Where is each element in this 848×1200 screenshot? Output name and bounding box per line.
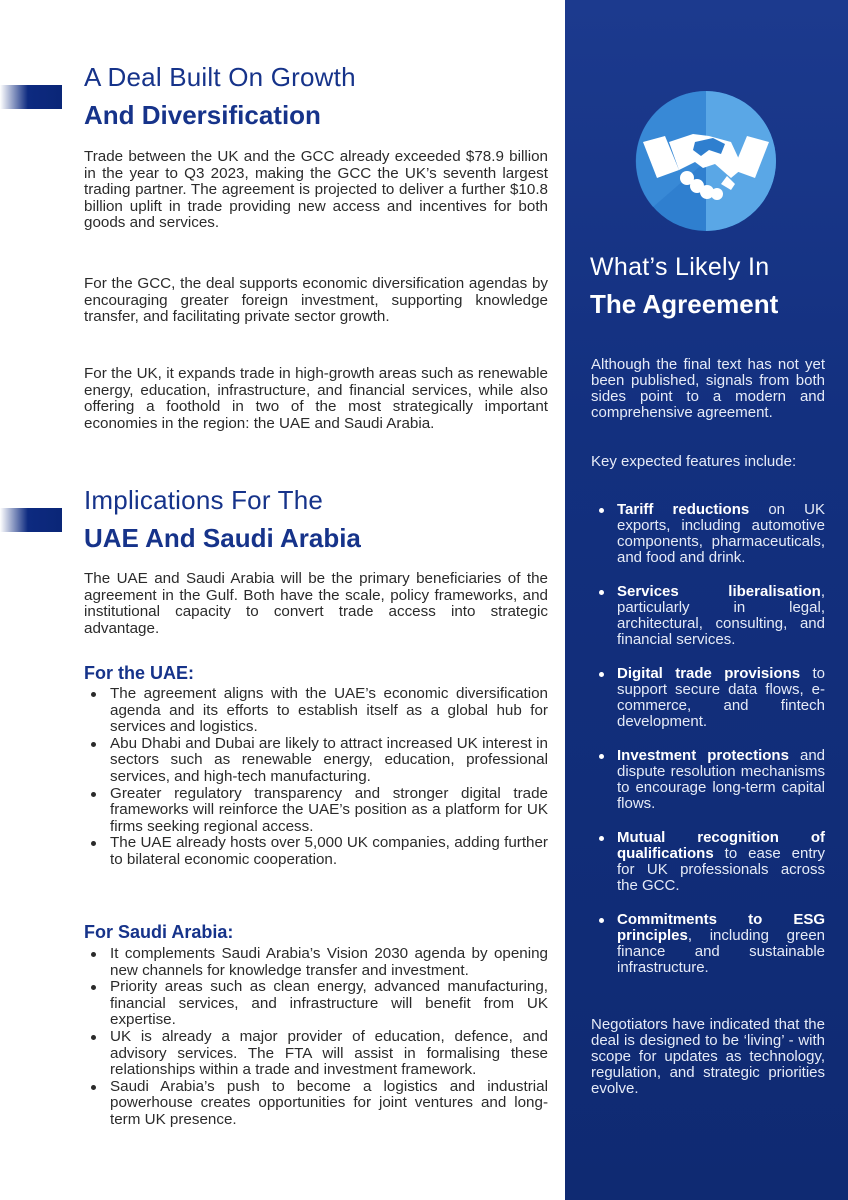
uae-list xyxy=(84,686,548,869)
handshake-icon xyxy=(635,90,777,232)
saudi-heading: For Saudi Arabia: xyxy=(84,922,234,942)
feature-rest: , particularly in legal, architectural, consulting, and financial services. xyxy=(617,583,825,648)
sidebar-title-bold: The Agreement xyxy=(590,289,779,319)
feature-item xyxy=(617,584,825,648)
feature-item xyxy=(617,748,825,812)
sidebar-intro: Although the final text has not yet been published, signals from both sides point to a modern and comprehensive agreement. xyxy=(591,356,825,421)
feature-rest: , including green finance and sustainable infrastructure. xyxy=(617,927,825,976)
uae-heading: For the UAE: xyxy=(84,663,194,683)
section1-paragraph: Trade between the UK and the GCC already exceeded $78.9 billion in the year to Q3 2023, making the GCC the UK’s seventh largest trading partner. The agreement is projected to deliver a further $10.8 billion uplift in trade providing new access and incentives for both goods and services. xyxy=(84,148,548,232)
feature-rest: to support secure data flows, e-commerce, and fintech development. xyxy=(617,665,825,730)
section2-title-light: Implications For The xyxy=(84,485,324,515)
section1-paragraph: For the GCC, the deal supports economic diversification agendas by encouraging greater foreign investment, supporting knowledge transfer, and facilitating private sector growth. xyxy=(84,275,548,326)
feature-rest: on UK exports, including automotive components, pharmaceuticals, and food and drink. xyxy=(617,501,825,566)
list-item: Priority areas such as clean energy, advanced manufacturing, financial services, and infrastructure will benefit from UK expertise. xyxy=(110,978,548,1029)
feature-bold: Mutual recognition of qualifications xyxy=(617,829,825,862)
saudi-list xyxy=(84,946,548,1129)
list-item: The agreement aligns with the UAE’s economic diversification agenda and its efforts to establish itself as a global hub for services and logistics. xyxy=(110,685,548,736)
section2-intro: The UAE and Saudi Arabia will be the primary beneficiaries of the agreement in the Gulf. Both have the scale, policy frameworks, and institutional capacity to convert trade access into strategic advantage. xyxy=(84,570,548,637)
feature-bold: Commitments to ESG principles xyxy=(617,911,825,944)
feature-bold: Services liberalisation xyxy=(617,583,821,600)
list-item: Saudi Arabia’s push to become a logistics and industrial powerhouse creates opportunities for joint ventures and long-term UK presence. xyxy=(110,1077,548,1128)
feature-bold: Digital trade provisions xyxy=(617,665,801,682)
section1-paragraph: For the UK, it expands trade in high-growth areas such as renewable energy, education, infrastructure, and financial services, while also offering a foothold in two of the most strategically important economies in the region: the UAE and Saudi Arabia. xyxy=(84,365,548,432)
section-accent-bar xyxy=(0,508,62,532)
feature-item xyxy=(617,666,825,730)
feature-rest: and dispute resolution mechanisms to encourage long-term capital flows. xyxy=(617,747,825,812)
list-item: Greater regulatory transparency and stronger digital trade frameworks will reinforce the UAE’s position as a platform for UK firms seeking regional access. xyxy=(110,784,548,835)
sidebar-closing: Negotiators have indicated that the deal is designed to be ‘living’ - with scope for updates as technology, regulation, and strategic priorities evolve. xyxy=(591,1016,825,1097)
list-item: UK is already a major provider of education, defence, and advisory services. The FTA will assist in formalising these relationships within a trade and investment framework. xyxy=(110,1027,548,1079)
sidebar-title-light: What’s Likely In xyxy=(590,253,770,281)
feature-item xyxy=(617,502,825,566)
feature-item xyxy=(617,830,825,894)
feature-bold: Tariff reductions xyxy=(617,501,750,518)
feature-item xyxy=(617,912,825,976)
sidebar-features-intro: Key expected features include: xyxy=(591,453,797,470)
section2-title-bold: UAE And Saudi Arabia xyxy=(84,523,361,553)
list-item: Abu Dhabi and Dubai are likely to attract increased UK interest in sectors such as renewable energy, education, professional services, and high-tech manufacturing. xyxy=(110,734,548,785)
features-list xyxy=(591,502,825,994)
feature-bold: Investment protections xyxy=(617,747,789,764)
section1-title-bold: And Diversification xyxy=(84,100,321,130)
feature-rest: to ease entry for UK professionals across the GCC. xyxy=(617,845,825,894)
list-item: It complements Saudi Arabia’s Vision 2030 agenda by opening new channels for knowledge transfer and investment. xyxy=(110,945,548,979)
section-accent-bar xyxy=(0,85,62,109)
section1-title-light: A Deal Built On Growth xyxy=(84,62,356,92)
list-item: The UAE already hosts over 5,000 UK companies, adding further to bilateral economic cooperation. xyxy=(110,834,548,868)
